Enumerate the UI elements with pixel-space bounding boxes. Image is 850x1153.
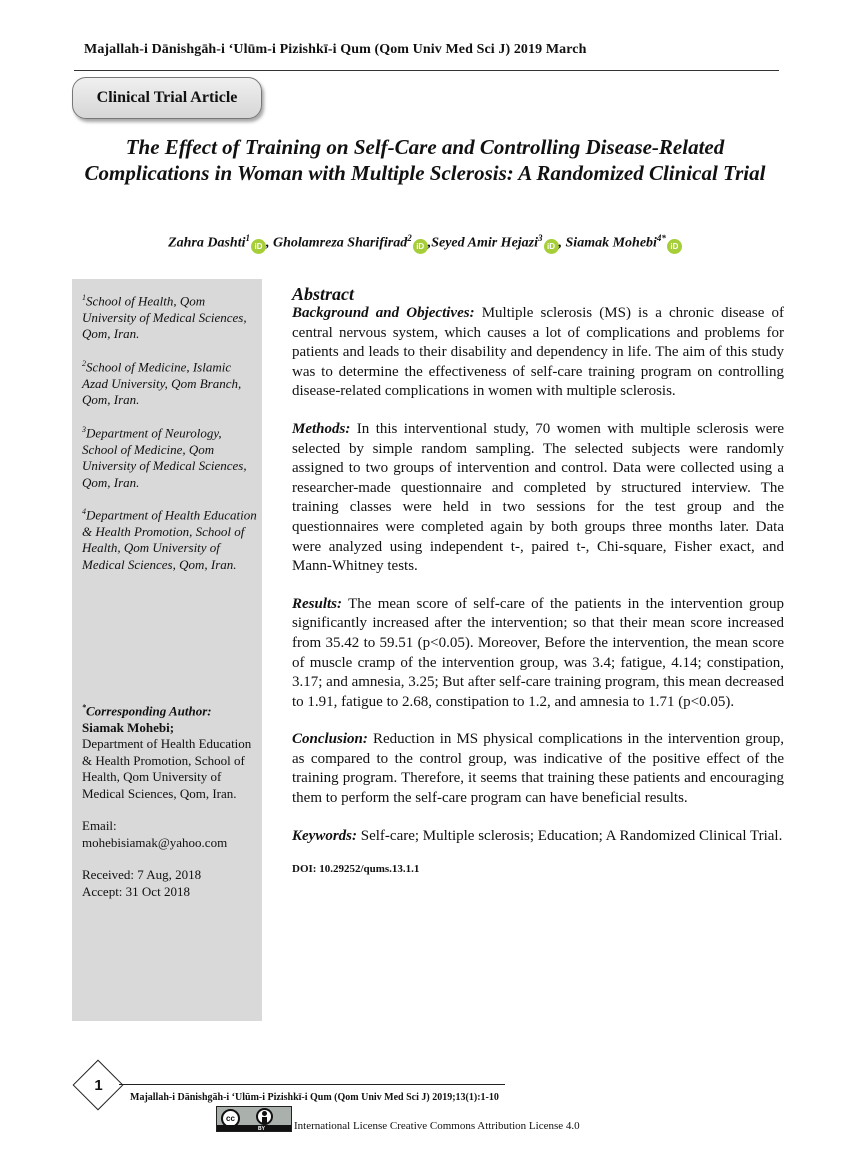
results-paragraph xyxy=(292,595,784,713)
orcid-icon[interactable]: iD xyxy=(667,239,682,254)
affiliation-item xyxy=(82,504,257,573)
author-name: Gholamreza Sharifirad xyxy=(273,235,408,251)
orcid-icon[interactable]: iD xyxy=(413,239,428,254)
methods-label: Methods: xyxy=(292,420,351,437)
methods-paragraph xyxy=(292,420,784,577)
header-divider xyxy=(74,70,779,71)
footer-citation: Majallah-i Dānishgāh-i ʻUlūm-i Pizishkī-i Qum (Qom Univ Med Sci J) 2019;13(1):1-10 xyxy=(130,1092,499,1103)
cc-icon: cc xyxy=(221,1109,240,1128)
page-number: 1 xyxy=(94,1077,103,1094)
by-label: BY xyxy=(258,1126,265,1132)
orcid-icon[interactable]: iD xyxy=(544,239,559,254)
orcid-icon[interactable]: iD xyxy=(251,239,266,254)
author-name: Siamak Mohebi xyxy=(565,235,657,251)
background-text: Multiple sclerosis (MS) is a chronic disease of central nervous system, which causes a lot of complications and problems for patients and leads to their disability and dependency in life. The aim of this study was to determine the effectiveness of self-care training program on controlling disease-related complications in women with multiple sclerosis. xyxy=(292,305,785,400)
results-text: The mean score of self-care of the patients in the intervention group significantly increased after the intervention; so that their mean score increased from 35.42 to 59.51 (p<0.05). Moreover, Before the intervention, the mean score of muscle cramp of the intervention group, was 3.4; fatigue, 4.14; constipation, 3.17; and amnesia, 3.25; But after self-care training program, this mean decreased to 1.91, fatigue to 2.68, constipation to 1.2, and amnesia to 1.71 (p<0.05). xyxy=(292,595,784,710)
corresponding-star: * xyxy=(82,703,86,712)
badge-bar xyxy=(217,1125,291,1131)
email-label: Email: xyxy=(82,818,117,834)
results-label: Results: xyxy=(292,595,343,612)
cc-by-license-icon[interactable] xyxy=(216,1106,292,1132)
affiliation-text: School of Medicine, Islamic Azad University, Qom Branch, Qom, Iran. xyxy=(82,359,242,408)
author-affiliation-marker: 2 xyxy=(407,233,412,243)
corresponding-author-address: Department of Health Education & Health Promotion, School of Health, Qom University of Medical Sciences, Qom, Iran. xyxy=(82,736,252,801)
conclusion-text: Reduction in MS physical complications in the intervention group, as compared to the control group, was indicative of the positive effect of the training program. Therefore, it seems that training these patients and encouraging them to perform the self-care program can have beneficial results. xyxy=(292,731,785,807)
affiliation-number: 3 xyxy=(82,425,86,434)
corresponding-author-block xyxy=(82,700,260,900)
affiliation-text: School of Health, Qom University of Medical Sciences, Qom, Iran. xyxy=(82,293,247,342)
affiliation-text: Department of Neurology, School of Medicine, Qom University of Medical Sciences, Qom, Iran. xyxy=(82,425,247,490)
affiliation-number: 2 xyxy=(82,359,86,368)
abstract-section xyxy=(292,283,784,898)
affiliation-item xyxy=(82,290,257,343)
author-affiliation-marker: 4* xyxy=(656,233,666,243)
license-text: International License Creative Commons Attribution License 4.0 xyxy=(294,1120,580,1132)
corresponding-email-link[interactable]: mohebisiamak@yahoo.com xyxy=(82,834,228,850)
conclusion-paragraph xyxy=(292,730,784,808)
affiliation-text: Department of Health Education & Health Promotion, School of Health, Qom University of Medical Sciences, Qom, Iran. xyxy=(82,507,257,572)
author-separator: , xyxy=(558,235,566,251)
attribution-icon xyxy=(256,1108,273,1125)
keywords-text: Self-care; Multiple sclerosis; Education; A Randomized Clinical Trial. xyxy=(360,827,783,844)
author-separator: , xyxy=(427,235,432,251)
author-name: Seyed Amir Hejazi xyxy=(431,235,539,251)
article-type-badge: Clinical Trial Article xyxy=(72,77,262,119)
article-title: The Effect of Training on Self-Care and Controlling Disease-Related Complications in Woman with Multiple Sclerosis: A Randomized Clinical Trial xyxy=(84,135,766,185)
affiliation-item xyxy=(82,356,257,409)
methods-text: In this interventional study, 70 women with multiple sclerosis were selected by simple random sampling. The selected subjects were randomly assigned to two groups of intervention and control. Data were collected using a researcher-made questionnaire and completed by structured interview. The training classes were held in two sessions for the test group and the questionnaires were completed again by both groups three months later. Data were analyzed using independent t-, paired t-, Chi-square, Fisher exact, and Mann-Whitney tests. xyxy=(292,420,785,575)
journal-header: Majallah-i Dānishgāh-i ʻUlūm-i Pizishkī-i Qum (Qom Univ Med Sci J) 2019 March xyxy=(84,42,587,57)
received-date: Received: 7 Aug, 2018 xyxy=(82,867,202,883)
author-list xyxy=(60,233,790,254)
author-affiliation-marker: 3 xyxy=(538,233,543,243)
background-paragraph xyxy=(292,304,784,402)
background-label: Background and Objectives: xyxy=(292,305,475,321)
keywords-paragraph xyxy=(292,827,784,847)
author-name: Zahra Dashti xyxy=(168,235,246,251)
author-affiliation-marker: 1 xyxy=(245,233,250,243)
corresponding-author-label xyxy=(82,700,260,720)
affiliation-number: 4 xyxy=(82,507,86,516)
affiliation-number: 1 xyxy=(82,293,86,302)
accepted-date: Accept: 31 Oct 2018 xyxy=(82,883,190,899)
footer-divider xyxy=(119,1084,505,1085)
corresponding-label-text: Corresponding Author: xyxy=(86,703,212,719)
doi-link[interactable]: DOI: 10.29252/qums.13.1.1 xyxy=(292,863,420,876)
author-separator: , xyxy=(266,235,273,251)
corresponding-author-name: Siamak Mohebi; xyxy=(82,719,175,735)
affiliation-item xyxy=(82,422,257,491)
conclusion-label: Conclusion: xyxy=(292,731,368,748)
abstract-heading: Abstract xyxy=(292,284,355,304)
keywords-label: Keywords: xyxy=(292,827,357,844)
